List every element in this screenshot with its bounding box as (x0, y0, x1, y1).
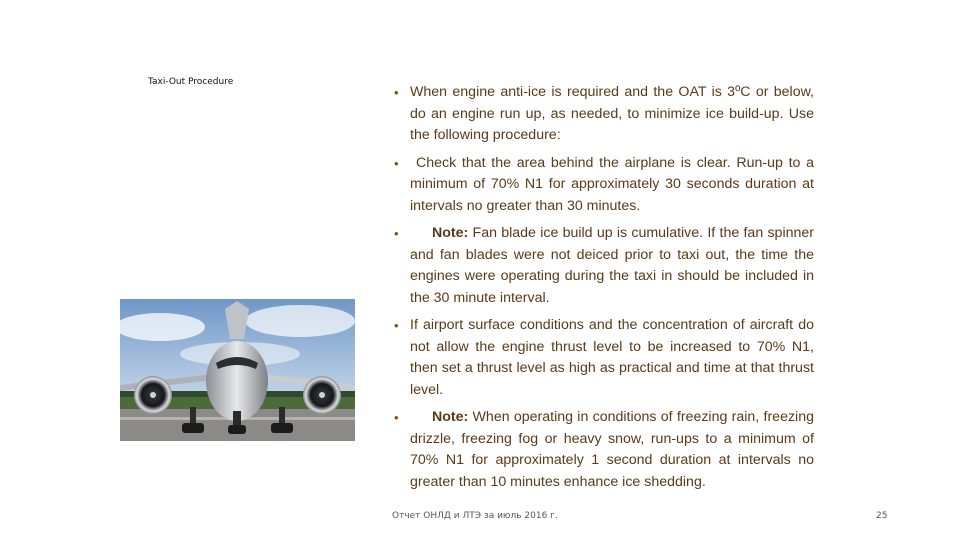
bullet-text: When operating in conditions of freezing rain, freezing drizzle, freezing fog or heavy snow, run-ups to a minimum of 70% N1 for approximately 1 second duration at intervals no greater than 10 minutes enhance ice shedding. (410, 409, 814, 490)
bullet-text: If airport surface conditions and the concentration of aircraft do not allow the engine thrust level to be increased to 70% N1, then set a thrust level as high as practical and time at that thrust level. (410, 317, 814, 398)
bullet-item (392, 153, 814, 218)
bullet-item (392, 223, 814, 309)
bullet-symbol: • (394, 318, 399, 333)
bullet-symbol: • (394, 85, 399, 100)
bullet-text: Check that the area behind the airplane is clear. Run-up to a minimum of 70% N1 for approximately 30 seconds duration at intervals no greater than 30 minutes. (410, 154, 814, 214)
note-label: Note: (432, 225, 469, 241)
bullet-symbol: • (394, 410, 399, 425)
airplane-photo (120, 299, 355, 441)
footer-text: Отчет ОНЛД и ЛТЭ за июль 2016 г. (392, 511, 558, 521)
bullet-list (392, 82, 814, 499)
page-number: 25 (876, 511, 888, 521)
bullet-symbol: • (394, 226, 399, 241)
bullet-item (392, 82, 814, 147)
note-label: Note: (432, 409, 469, 425)
bullet-text: Fan blade ice build up is cumulative. If the fan spinner and fan blades were not deiced prior to taxi out, the time the engines were operating during the taxi in should be included in the 30 minute interval. (410, 225, 814, 306)
slide-title: Taxi-Out Procedure (148, 77, 234, 87)
bullet-text: When engine anti-ice is required and the OAT is 3ºC or below, do an engine run up, as needed, to minimize ice build-up. Use the following procedure: (410, 84, 814, 143)
bullet-symbol: • (394, 155, 399, 171)
bullet-item (392, 315, 814, 401)
bullet-item (392, 407, 814, 493)
